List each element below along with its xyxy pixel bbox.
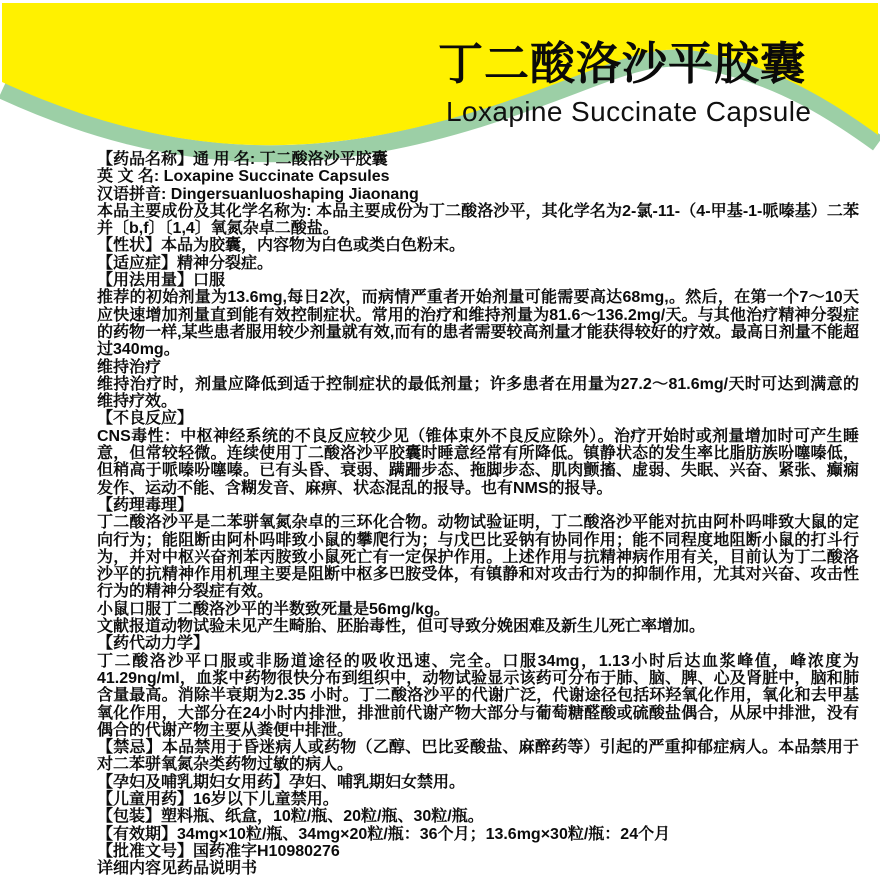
pediatric-use-text: 【儿童用药】16岁以下儿童禁用。	[97, 790, 339, 808]
shelf-life-text: 【有效期】34mg×10粒/瓶、34mg×20粒/瓶：36个月；13.6mg×30粒/瓶：24个月	[97, 825, 671, 843]
product-title-english: Loxapine Succinate Capsule	[446, 96, 812, 127]
adverse-reactions-detail: CNS毒性：中枢神经系统的不良反应较少见（锥体束外不良反应除外）。治疗开始时或剂量增加时可产生睡意，但常较轻微。连续使用丁二酸洛沙平胶囊时睡意经常有所降低。镇静状态的发生率比脂肪族吩噻嗪低，但稍高于哌嗪吩噻嗪。已有头昏、衰弱、蹒跚步态、拖脚步态、肌肉颤搐、虚弱、失眠、兴奋、紧张、癫痫发作、运动不能、含糊发音、麻痹、状态混乱的报导。也有NMS的报导。	[97, 427, 859, 497]
pregnancy-lactation-text: 【孕妇及哺乳期妇女用药】孕妇、哺乳期妇女禁用。	[97, 773, 466, 791]
approval-number-text: 【批准文号】国药准字H10980276	[97, 842, 340, 860]
description-text: 【性状】本品为胶囊，内容物为白色或类白色粉末。	[97, 237, 466, 255]
product-title-chinese: 丁二酸洛沙平胶囊	[438, 38, 807, 89]
see-full-insert-note: 详细内容见药品说明书	[97, 860, 258, 877]
pharmacokinetics-heading: 【药代动力学】	[97, 635, 210, 653]
ld50-text: 小鼠口服丁二酸洛沙平的半数致死量是56mg/kg。	[97, 600, 450, 618]
contraindications-text: 【禁忌】本品禁用于昏迷病人或药物（乙醇、巴比妥酸盐、麻醉药等）引起的严重抑郁症病人。本品禁用于对二苯骈氧氮杂类药物过敏的病人。	[97, 739, 859, 774]
dosage-heading: 【用法用量】口服	[97, 272, 226, 290]
indications-text: 【适应症】精神分裂症。	[97, 254, 274, 272]
pharmacology-detail: 丁二酸洛沙平是二苯骈氧氮杂卓的三环化合物。动物试验证明，丁二酸洛沙平能对抗由阿朴吗啡致大鼠的定向行为；能阻断由阿朴吗啡致小鼠的攀爬行为；与戊巴比妥钠有协同作用；能不同程度地阻断小鼠的打斗行为，并对中枢兴奋剂苯丙胺致小鼠死亡有一定保护作用。上述作用与抗精神病作用有关，目前认为丁二酸洛沙平的抗精神作用机理主要是阻断中枢多巴胺受体，有镇静和对攻击行为的抑制作用，尤其对兴奋、攻击性行为的精神分裂症有效。	[97, 514, 859, 601]
packaging-text: 【包装】塑料瓶、纸盒，10粒/瓶、20粒/瓶、30粒/瓶。	[97, 808, 484, 826]
drug-name-generic: 【药品名称】通 用 名: 丁二酸洛沙平胶囊	[97, 151, 388, 168]
reproductive-toxicity-text: 文献报道动物试验未见产生畸胎、胚胎毒性，但可导致分娩困难及新生儿死亡率增加。	[97, 618, 706, 636]
dosage-detail: 推荐的初始剂量为13.6mg,每日2次，而病情严重者开始剂量可能需要高达68mg,。然后，在第一个7～10天应快速增加剂量直到能有效控制症状。常用的治疗和维持剂量为81.6～136.2mg/天。与其他治疗精神分裂症的药物一样,某些患者服用较少剂量就有效,而有的患者需要较高剂量才能获得较好的疗效。最高日剂量不能超过340mg。	[97, 289, 859, 359]
maintenance-heading: 维持治疗	[97, 358, 162, 376]
drug-name-pinyin: 汉语拼音: Dingersuanluoshaping Jiaonang	[97, 185, 419, 203]
pharmacology-heading: 【药理毒理】	[97, 496, 194, 514]
maintenance-detail: 维持治疗时，剂量应降低到适于控制症状的最低剂量；许多患者在用量为27.2～81.6mg/天时可达到满意的维持疗效。	[97, 375, 859, 411]
leaflet-body	[97, 151, 859, 877]
adverse-reactions-heading: 【不良反应】	[97, 410, 194, 428]
composition-text: 本品主要成份及其化学名称为: 本品主要成份为丁二酸洛沙平，其化学名为2-氯-11-（4-甲基-1-哌嗪基）二苯并〔b,f〕〔1,4〕氧氮杂卓二酸盐。	[97, 202, 859, 238]
pharmacokinetics-detail: 丁二酸洛沙平口服或非肠道途径的吸收迅速、完全。口服34mg，1.13小时后达血浆峰值，峰浓度为41.29ng/ml，血浆中药物很快分布到组织中，动物试验显示该药可分布于肺、脑、脾、心及肾脏中，脑和肺含量最高。消除半衰期为2.35 小时。丁二酸洛沙平的代谢广泛，代谢途径包括环羟氧化作用，氧化和去甲基氧化作用，大部分在24小时内排泄，排泄前代谢产物大部分与葡萄糖醛酸或硫酸盐偶合，从尿中排泄，没有偶合的代谢产物主要从粪便中排泄。	[97, 652, 859, 739]
drug-name-english: 英 文 名: Loxapine Succinate Capsules	[97, 168, 390, 186]
